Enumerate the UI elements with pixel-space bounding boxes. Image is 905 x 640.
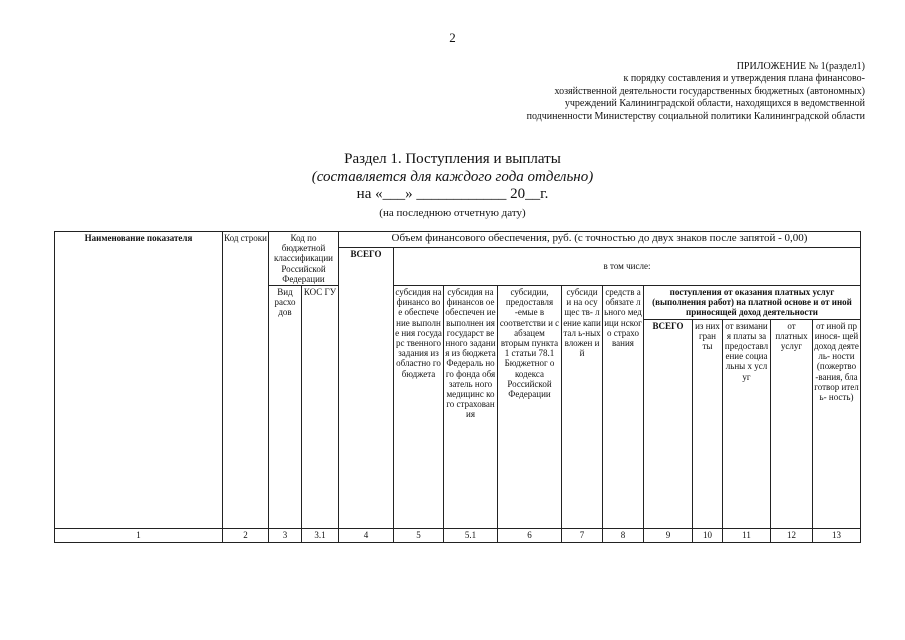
header-other-income: от иной принося- щей доход деятель- ности (пожертво -вания, благотвор итель- ность) (813, 319, 861, 528)
header-including: в том числе: (394, 248, 861, 286)
appendix-line: учреждений Калининградской области, находящихся в ведомственной (564, 98, 865, 110)
header-budget-classification: Код по бюджетной классификации Российской Федерации (269, 232, 339, 286)
column-number: 13 (813, 528, 861, 542)
header-subsidy-federal-fund: субсидия на финансов ое обеспечен ие выполнен ия государст венного задания из бюджета Федераль ного фонда обязатель ного медицинс кого страхован ия (444, 286, 498, 529)
header-expense-type: Вид расхо дов (269, 286, 302, 529)
column-number: 9 (644, 528, 693, 542)
header-subsidy-capital: субсиди и на осущес тв- ление капитал ь-ных вложен ий (562, 286, 603, 529)
appendix-header (425, 61, 865, 123)
column-number: 10 (693, 528, 723, 542)
header-paid-services-income: от платных услуг (771, 319, 813, 528)
section-note: (составляется для каждого года отдельно) (311, 169, 594, 185)
appendix-line: ПРИЛОЖЕНИЕ № 1(раздел1) (736, 61, 865, 72)
section-title: Раздел 1. Поступления и выплаты (344, 151, 561, 167)
appendix-line: подчиненности Министерству социальной политики Калининградской области (526, 110, 865, 122)
header-subsidy-state-task: субсидия на финансо вое обеспече ние выполне ния государс твенного задания из областно го бюджета (394, 286, 444, 529)
column-number: 11 (723, 528, 771, 542)
header-paid-total: ВСЕГО (644, 319, 693, 528)
header-row-code: Код строки (223, 232, 269, 529)
column-number-row (55, 528, 861, 542)
column-number: 7 (562, 528, 603, 542)
header-social-services-fee: от взимания платы за предоставл ение социальны х услуг (723, 319, 771, 528)
column-number: 2 (223, 528, 269, 542)
page-number: 2 (449, 30, 456, 45)
appendix-line: хозяйственной деятельности государственных бюджетных (автономных) (554, 85, 865, 97)
column-number: 5.1 (444, 528, 498, 542)
date-hint: (на последнюю отчетную дату) (379, 207, 526, 219)
column-number: 3.1 (302, 528, 339, 542)
header-medical-insurance: средств а обязате льного медици нского страхо вания (603, 286, 644, 529)
header-total: ВСЕГО (339, 248, 394, 529)
column-number: 3 (269, 528, 302, 542)
column-number: 6 (498, 528, 562, 542)
appendix-line: к порядку составления и утверждения плана финансово- (623, 73, 865, 85)
header-grants: из них гран ты (693, 319, 723, 528)
date-line: на «___» ____________ 20__г. (356, 186, 549, 202)
header-paid-services: поступления от оказания платных услуг (выполнения работ) на платной основе и от иной приносящей доход деятельности (644, 286, 861, 320)
column-number: 4 (339, 528, 394, 542)
column-number: 12 (771, 528, 813, 542)
header-kosgu: КОС ГУ (302, 286, 339, 529)
receipts-table (54, 231, 861, 543)
header-subsidy-article-78: субсидии, предоставля -емые в соответстви и с абзацем вторым пункта 1 статьи 78.1 Бюджетног о кодекса Российской Федерации (498, 286, 562, 529)
column-number: 5 (394, 528, 444, 542)
column-number: 1 (55, 528, 223, 542)
header-financial-volume: Объем финансового обеспечения, руб. (с точностью до двух знаков после запятой - 0,00) (339, 232, 861, 248)
header-indicator-name: Наименование показателя (55, 232, 223, 529)
column-number: 8 (603, 528, 644, 542)
